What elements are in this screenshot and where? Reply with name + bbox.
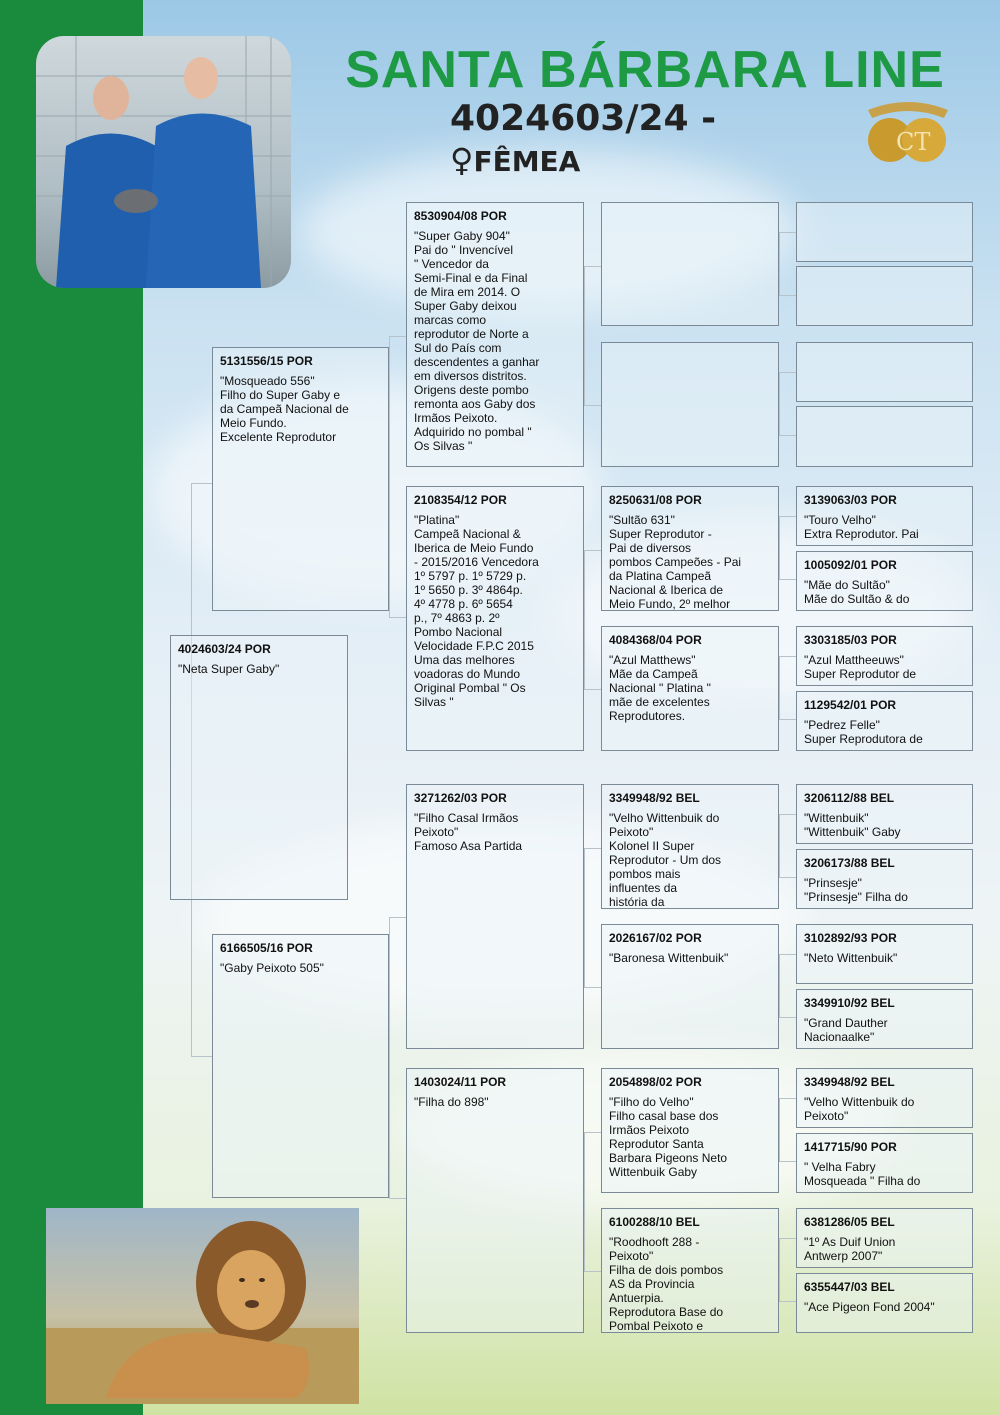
pigeon-description: "Filho Casal Irmãos Peixoto" Famoso Asa Partida (414, 811, 523, 853)
pedigree-dam-box (212, 934, 389, 1198)
ring-number: 6355447/03 BEL (804, 1280, 895, 1294)
pedigree-g5-box (796, 406, 973, 467)
ring-number: 2054898/02 POR (609, 1075, 702, 1089)
pigeon-description: "Velho Wittenbuik do Peixoto" (804, 1095, 915, 1123)
pigeon-description: "Mosqueado 556" Filho do Super Gaby e da Campeã Nacional de Meio Fundo. Excelente Reprodutor (220, 374, 349, 444)
ring-number: 3139063/03 POR (804, 493, 897, 507)
ring-number: 3349948/92 BEL (804, 1075, 895, 1089)
pigeon-description: "Grand Dauther Nacionaalke" (804, 1016, 888, 1044)
ring-number: 1403024/11 POR (414, 1075, 507, 1089)
pigeon-description: "Platina" Campeã Nacional & Iberica de Meio Fundo - 2015/2016 Vencedora 1º 5797 p. 1º 5729 p. 1º 5650 p. 3º 4864p. 4º 4778 p. 6º 5654 p., 7º 4863 p. 2º Pombo Nacional Velocidade F.P.C 2015 Uma das melhores voadoras do Mundo Original Pombal " Os Silvas " (414, 513, 539, 709)
connector-line (779, 1238, 796, 1302)
pigeon-description: "Mãe do Sultão" Mãe do Sultão & do (804, 578, 910, 606)
ring-number: 3206112/88 BEL (804, 791, 895, 805)
breeders-photo (36, 36, 291, 288)
pigeon-description: "Filho do Velho" Filho casal base dos Irmãos Peixoto Reprodutor Santa Barbara Pigeons Neto Wittenbuik Gaby (609, 1095, 728, 1179)
connector-line (779, 232, 796, 296)
pigeon-description: "Azul Mattheeuws" Super Reprodutor de (804, 653, 917, 681)
connector-line (779, 656, 796, 720)
ring-number: 3206173/88 BEL (804, 856, 895, 870)
pedigree-g5-box (796, 1068, 973, 1128)
page-title: SANTA BÁRBARA LINE (345, 41, 945, 99)
pedigree-grandsire-paternal-box (406, 202, 584, 467)
connector-line (389, 336, 407, 618)
pigeon-description: "Velho Wittenbuik do Peixoto" Kolonel II Super Reprodutor - Um dos pombos mais influentes da história da (609, 811, 722, 909)
connector-line (584, 848, 601, 988)
connector-line (584, 1132, 601, 1272)
pigeon-description: "Wittenbuik" "Wittenbuik" Gaby (804, 811, 901, 839)
pigeon-description: "Neta Super Gaby" (178, 662, 280, 676)
pigeon-description: "Prinsesje" "Prinsesje" Filha do (804, 876, 908, 904)
connector-line (779, 954, 796, 1018)
pigeon-description: "Ace Pigeon Fond 2004" (804, 1300, 935, 1314)
pedigree-g4-box (601, 202, 779, 326)
pedigree-g5-box (796, 626, 973, 686)
logo-text: CT (896, 128, 931, 156)
pedigree-g4-box (601, 486, 779, 611)
pedigree-g4-box (601, 784, 779, 909)
pigeon-description: "1º As Duif Union Antwerp 2007" (804, 1235, 896, 1263)
ring-number: 8530904/08 POR (414, 209, 507, 223)
connector-line (389, 917, 407, 1199)
pigeon-ring-heading (450, 98, 820, 180)
connector-line (584, 550, 601, 690)
lion-photo (46, 1208, 359, 1404)
ring-number: 3349910/92 BEL (804, 996, 895, 1010)
pedigree-g5-box (796, 551, 973, 611)
pigeon-description: "Neto Wittenbuik" (804, 951, 898, 965)
pedigree-g5-box (796, 1133, 973, 1193)
connector-line (779, 516, 796, 580)
pedigree-g5-box (796, 989, 973, 1049)
pigeon-description: "Sultão 631" Super Reprodutor - Pai de diversos pombos Campeões - Pai da Platina Campeã Nacional & Iberica de Meio Fundo, 2º melhor (609, 513, 742, 611)
pedigree-g5-box (796, 1208, 973, 1268)
pigeon-description: "Gaby Peixoto 505" (220, 961, 324, 975)
pigeon-description: "Filha do 898" (414, 1095, 489, 1109)
ring-number: 1417715/90 POR (804, 1140, 897, 1154)
pedigree-sire-box (212, 347, 389, 611)
pedigree-g4-box (601, 342, 779, 467)
pedigree-g5-box (796, 266, 973, 326)
pedigree-g5-box (796, 784, 973, 844)
ring-number: 6100288/10 BEL (609, 1215, 700, 1229)
pedigree-g5-box (796, 691, 973, 751)
pedigree-g5-box (796, 1273, 973, 1333)
pedigree-g5-box (796, 924, 973, 984)
sex-label: FÊMEA (473, 145, 581, 178)
ring-number: 2026167/02 POR (609, 931, 702, 945)
ring-number: 3303185/03 POR (804, 633, 897, 647)
pigeon-description: " Velha Fabry Mosqueada " Filha do (804, 1160, 921, 1188)
pedigree-granddam-maternal-box (406, 1068, 584, 1333)
pedigree-g4-box (601, 1068, 779, 1193)
pigeon-description: "Azul Matthews" Mãe da Campeã Nacional " Platina " mãe de excelentes Reprodutores. (609, 653, 711, 723)
pedigree-subject-box (170, 635, 348, 900)
ring-number: 2108354/12 POR (414, 493, 507, 507)
ring-number: 4084368/04 POR (609, 633, 702, 647)
ring-number: 4024603/24 POR (178, 642, 271, 656)
pedigree-granddam-paternal-box (406, 486, 584, 751)
pedigree-g5-box (796, 202, 973, 262)
connector-line (584, 266, 601, 406)
pedigree-g5-box (796, 849, 973, 909)
pedigree-g4-box (601, 626, 779, 751)
female-symbol-icon: ♀ (450, 141, 474, 179)
ring-number: 1129542/01 POR (804, 698, 897, 712)
ring-number: 6166505/16 POR (220, 941, 313, 955)
ring-number: 3349948/92 BEL (609, 791, 700, 805)
ring-number: 3102892/93 POR (804, 931, 897, 945)
club-logo (860, 96, 956, 168)
ring-number: 3271262/03 POR (414, 791, 507, 805)
ring-number: 6381286/05 BEL (804, 1215, 895, 1229)
ring-number: 1005092/01 POR (804, 558, 897, 572)
ring-number: 8250631/08 POR (609, 493, 702, 507)
pigeon-description: "Touro Velho" Extra Reprodutor. Pai (804, 513, 919, 541)
pigeon-description: "Super Gaby 904" Pai do " Invencível " Vencedor da Semi-Final e da Final de Mira em 2014. O Super Gaby deixou marcas como reprodutor de Norte a Sul do País com descendentes a ganhar em diversos distritos. Origens deste pombo remonta aos Gaby dos Irmãos Peixoto. Adquirido no pombal " Os Silvas " (414, 229, 540, 453)
pedigree-g5-box (796, 342, 973, 402)
pigeon-description: "Pedrez Felle" Super Reprodutora de (804, 718, 923, 746)
pedigree-g4-box (601, 924, 779, 1049)
pedigree-g4-box (601, 1208, 779, 1333)
ring-number: 5131556/15 POR (220, 354, 313, 368)
connector-line (779, 372, 796, 436)
pedigree-grandsire-maternal-box (406, 784, 584, 1049)
ring-number: 4024603/24 - (450, 98, 717, 139)
pigeon-description: "Baronesa Wittenbuik" (609, 951, 729, 965)
connector-line (779, 1098, 796, 1162)
connector-line (779, 814, 796, 878)
pedigree-g5-box (796, 486, 973, 546)
pigeon-description: "Roodhooft 288 - Peixoto" Filha de dois pombos AS da Provincia Antuerpia. Reprodutora Base do Pombal Peixoto e (609, 1235, 724, 1333)
